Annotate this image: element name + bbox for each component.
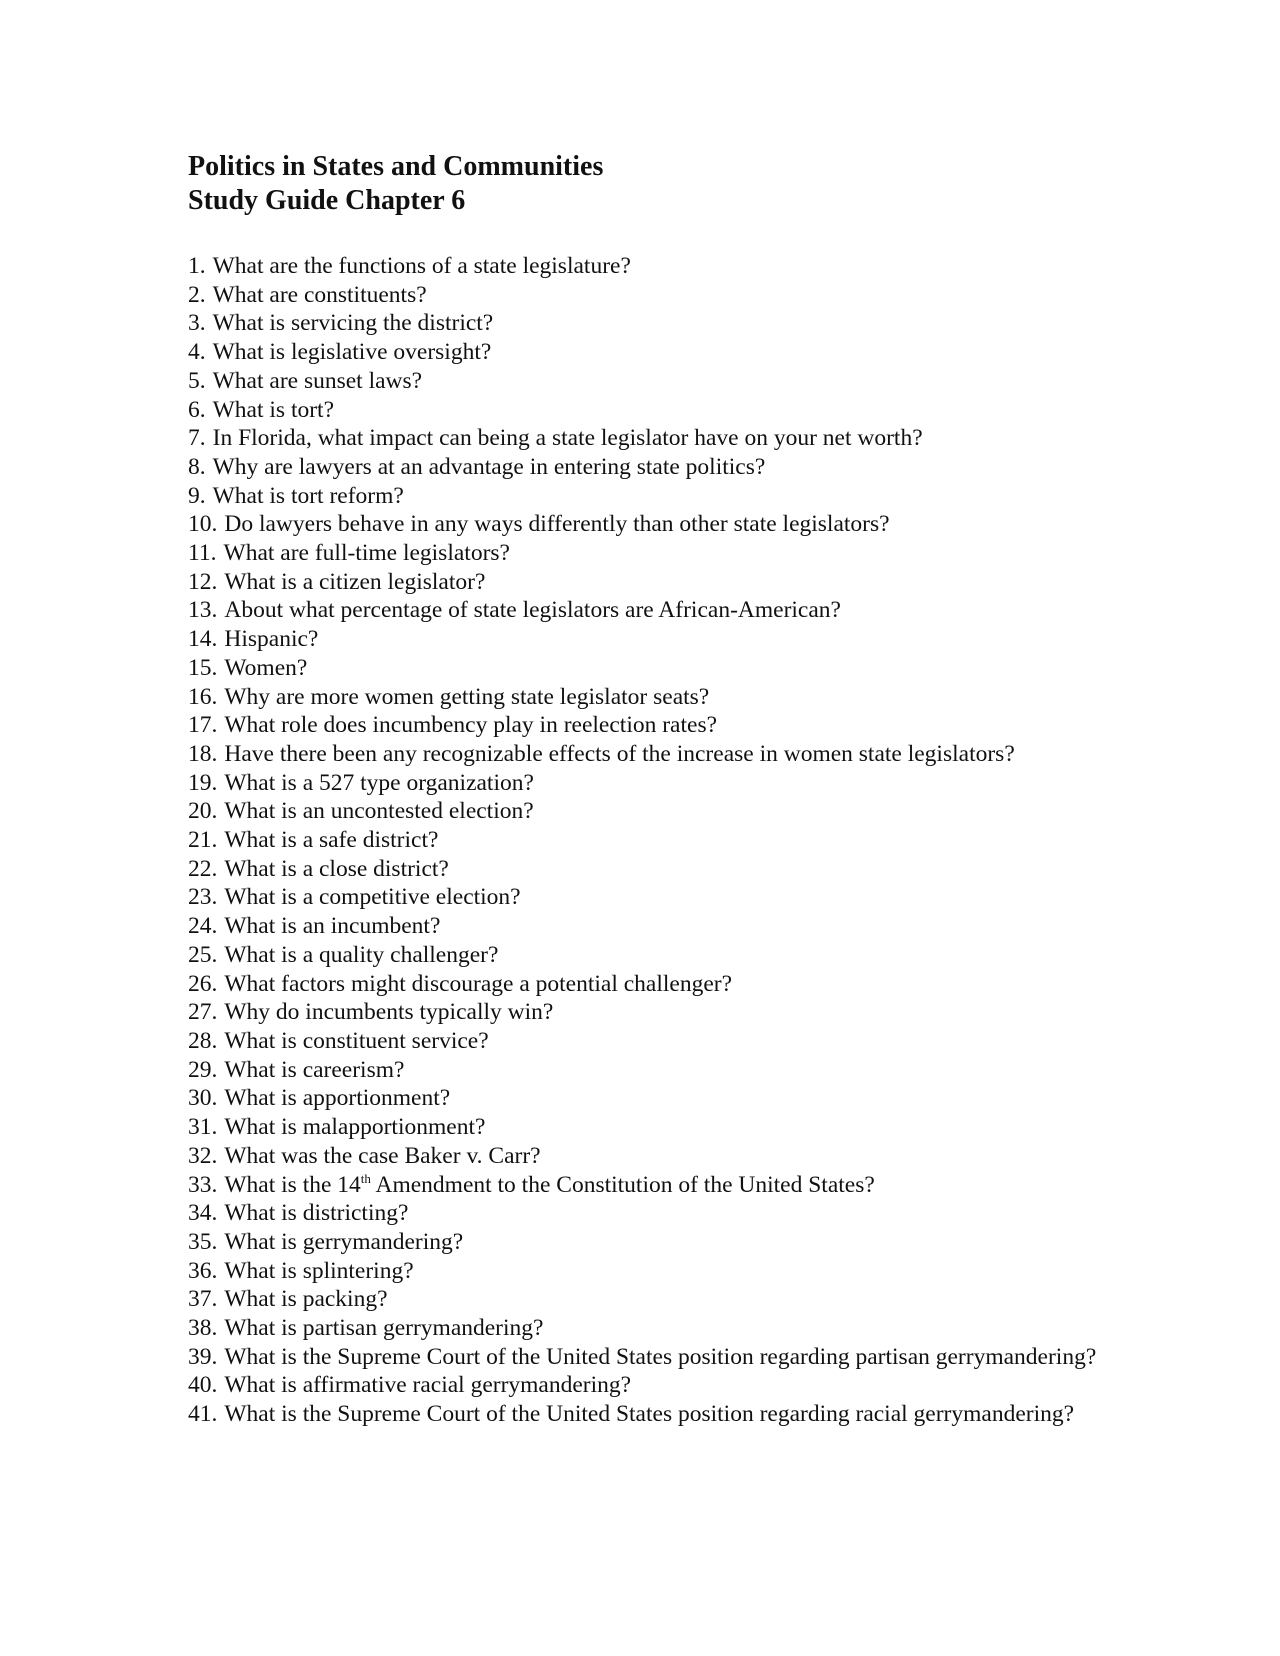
question-item	[188, 998, 1118, 1027]
document-title	[188, 150, 1118, 218]
question-number: 36.	[188, 1257, 218, 1284]
question-number: 2.	[188, 281, 206, 308]
question-item	[188, 309, 1118, 338]
question-item	[188, 596, 1118, 625]
question-item	[188, 1199, 1118, 1228]
question-text: Why are more women getting state legislator seats?	[224, 683, 710, 710]
question-number: 32.	[188, 1142, 218, 1169]
question-number: 7.	[188, 425, 206, 452]
question-number: 40.	[188, 1372, 218, 1399]
question-item	[188, 568, 1118, 597]
question-item	[188, 1343, 1118, 1372]
question-number: 34.	[188, 1200, 218, 1227]
question-item	[188, 338, 1118, 367]
question-number: 11.	[188, 540, 217, 567]
question-text: What was the case Baker v. Carr?	[224, 1142, 541, 1169]
question-item	[188, 1400, 1118, 1429]
question-item	[188, 482, 1118, 511]
question-text-before: What is the 14	[224, 1171, 361, 1198]
question-item	[188, 252, 1118, 281]
question-item	[188, 1314, 1118, 1343]
question-text: Why are lawyers at an advantage in entering state politics?	[212, 453, 766, 480]
question-number: 31.	[188, 1114, 218, 1141]
question-text: What factors might discourage a potential challenger?	[224, 970, 733, 997]
question-text: What are sunset laws?	[212, 367, 423, 394]
question-text: What is constituent service?	[224, 1027, 489, 1054]
question-number: 21.	[188, 827, 218, 854]
question-text: What are the functions of a state legislature?	[212, 253, 631, 279]
question-number: 41.	[188, 1401, 218, 1428]
question-text: What is packing?	[224, 1286, 388, 1313]
question-item	[188, 1113, 1118, 1142]
question-item	[188, 654, 1118, 683]
question-number: 9.	[188, 482, 206, 509]
question-number: 23.	[188, 884, 218, 911]
question-number: 8.	[188, 453, 206, 480]
question-text: What is splintering?	[224, 1257, 414, 1284]
question-item	[188, 970, 1118, 999]
question-item	[188, 625, 1118, 654]
question-text: About what percentage of state legislators are African-American?	[224, 597, 841, 624]
question-text: What is tort?	[212, 396, 335, 423]
question-item	[188, 1228, 1118, 1257]
question-text: What is a safe district?	[224, 827, 439, 854]
question-text: What is malapportionment?	[224, 1114, 486, 1141]
question-item	[188, 883, 1118, 912]
question-item	[188, 1285, 1118, 1314]
question-text: What is districting?	[224, 1200, 409, 1227]
question-item	[188, 1257, 1118, 1286]
question-number: 30.	[188, 1085, 218, 1112]
question-text: What is servicing the district?	[212, 310, 494, 337]
question-item	[188, 769, 1118, 798]
question-item	[188, 1371, 1118, 1400]
question-item	[188, 912, 1118, 941]
question-item	[188, 711, 1118, 740]
question-number: 33.	[188, 1171, 218, 1198]
question-item	[188, 826, 1118, 855]
question-item	[188, 1142, 1118, 1171]
question-text: Hispanic?	[224, 626, 319, 653]
question-text: What is a quality challenger?	[224, 941, 499, 968]
question-number: 29.	[188, 1056, 218, 1083]
question-number: 26.	[188, 970, 218, 997]
question-item	[188, 797, 1118, 826]
question-item	[188, 683, 1118, 712]
question-number: 13.	[188, 597, 218, 624]
question-number: 14.	[188, 626, 218, 653]
question-text: What role does incumbency play in reelection rates?	[224, 712, 718, 739]
question-number: 22.	[188, 855, 218, 882]
question-number: 6.	[188, 396, 206, 423]
question-number: 38.	[188, 1315, 218, 1342]
title-line-1: Politics in States and Communities	[188, 151, 604, 182]
question-item	[188, 1027, 1118, 1056]
question-item	[188, 941, 1118, 970]
question-number: 17.	[188, 712, 218, 739]
question-text: What is apportionment?	[224, 1085, 451, 1112]
question-text: What is an incumbent?	[224, 913, 441, 940]
question-text: What is tort reform?	[212, 482, 404, 509]
question-item	[188, 1056, 1118, 1085]
question-text: In Florida, what impact can being a state legislator have on your net worth?	[212, 425, 923, 452]
question-number: 15.	[188, 654, 218, 681]
question-number: 28.	[188, 1027, 218, 1054]
question-item	[188, 281, 1118, 310]
question-text: What is a competitive election?	[224, 884, 521, 911]
question-item	[188, 367, 1118, 396]
question-item	[188, 539, 1118, 568]
question-text: Have there been any recognizable effects of the increase in women state legislators?	[224, 740, 1015, 767]
question-number: 20.	[188, 798, 218, 825]
ordinal-superscript: th	[360, 1170, 371, 1186]
title-line-2: Study Guide Chapter 6	[188, 185, 466, 216]
question-number: 19.	[188, 769, 218, 796]
question-number: 1.	[188, 253, 206, 279]
question-text: What is a citizen legislator?	[224, 568, 486, 595]
question-number: 16.	[188, 683, 218, 710]
question-text: Women?	[224, 654, 308, 681]
question-text: What is gerrymandering?	[224, 1228, 464, 1255]
question-text: Do lawyers behave in any ways differently than other state legislators?	[224, 511, 890, 538]
question-item	[188, 510, 1118, 539]
question-item	[188, 424, 1118, 453]
question-number: 4.	[188, 339, 206, 366]
document-content	[188, 150, 1118, 1429]
question-text: What is legislative oversight?	[212, 339, 492, 366]
question-item	[188, 453, 1118, 482]
question-text: What is affirmative racial gerrymandering?	[224, 1372, 632, 1399]
question-number: 10.	[188, 511, 218, 538]
question-number: 12.	[188, 568, 218, 595]
question-number: 27.	[188, 999, 218, 1026]
question-number: 37.	[188, 1286, 218, 1313]
question-text: What is a 527 type organization?	[224, 769, 534, 796]
question-number: 5.	[188, 367, 206, 394]
question-text: What are constituents?	[212, 281, 427, 308]
question-item	[188, 1084, 1118, 1113]
question-text: What is the Supreme Court of the United States position regarding racial gerrymandering?	[224, 1401, 1075, 1428]
question-text: What is careerism?	[224, 1056, 405, 1083]
question-number: 18.	[188, 740, 218, 767]
question-text: What is partisan gerrymandering?	[224, 1315, 544, 1342]
question-text-after: Amendment to the Constitution of the United States?	[370, 1171, 875, 1198]
question-text: What is an uncontested election?	[224, 798, 534, 825]
question-list	[188, 252, 1118, 1429]
question-text: Why do incumbents typically win?	[224, 999, 554, 1026]
question-number: 3.	[188, 310, 206, 337]
question-item	[188, 396, 1118, 425]
question-number: 25.	[188, 941, 218, 968]
question-text: What are full-time legislators?	[223, 540, 510, 567]
question-number: 39.	[188, 1343, 218, 1370]
question-number: 35.	[188, 1228, 218, 1255]
question-item	[188, 1171, 1118, 1200]
question-item	[188, 855, 1118, 884]
question-number: 24.	[188, 913, 218, 940]
question-text: What is a close district?	[224, 855, 449, 882]
question-item	[188, 740, 1118, 769]
question-text: What is the Supreme Court of the United States position regarding partisan gerrymandering?	[224, 1343, 1097, 1370]
